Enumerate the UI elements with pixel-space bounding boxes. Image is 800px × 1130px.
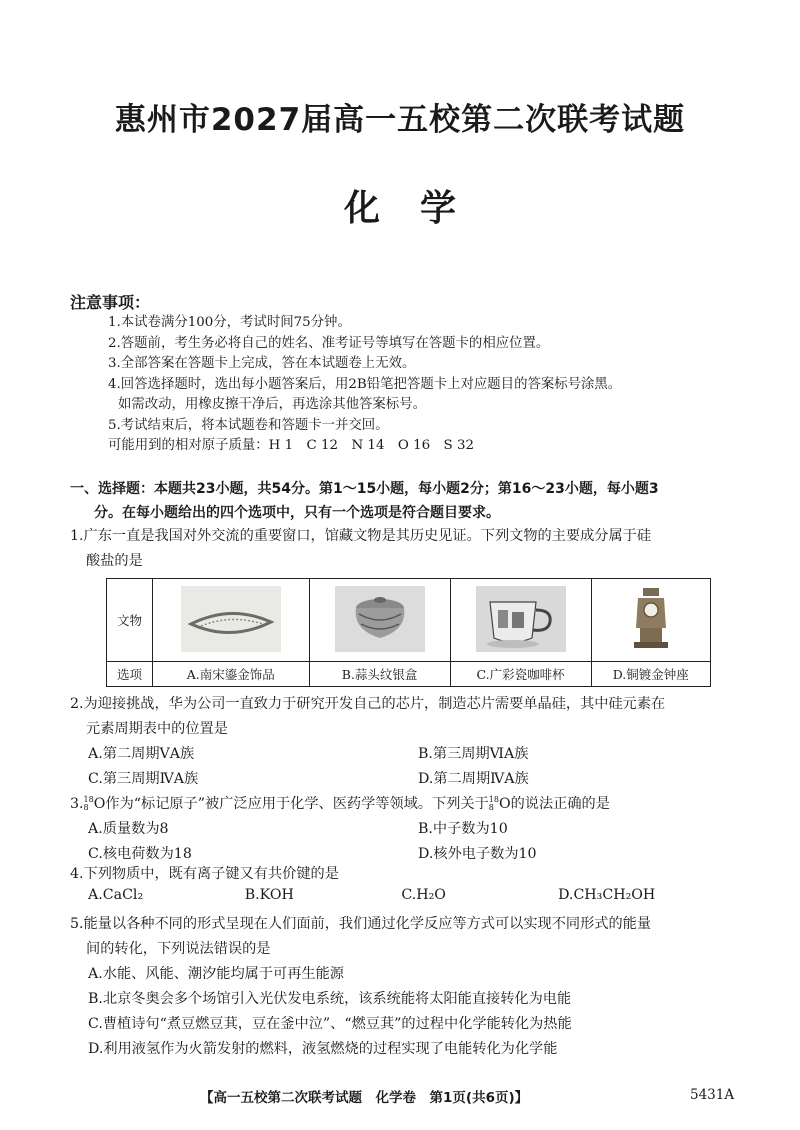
question-text: 作为“标记原子”被广泛应用于化学、医药学等领域。下列关于 xyxy=(105,796,489,812)
option: D.CH₃CH₂OH xyxy=(558,887,656,903)
question-text: 元素周期表中的位置是 xyxy=(86,721,228,737)
atomic-mass-line: 可能用到的相对原子质量：H 1 C 12 N 14 O 16 S 32 xyxy=(108,438,474,453)
relic-image-gilt-clock xyxy=(591,579,710,662)
isotope-symbol: O xyxy=(93,796,106,812)
question-4-options xyxy=(88,887,748,903)
option: C.第三周期ⅣA族 xyxy=(88,771,199,787)
option: D.核外电子数为10 xyxy=(418,846,537,862)
page-footer: 【高一五校第二次联考试题 化学卷 第1页(共6页)】 xyxy=(200,1090,529,1106)
option: C.H₂O xyxy=(401,887,446,903)
subject-title: 化学 xyxy=(343,188,496,229)
option: B.KOH xyxy=(244,887,294,903)
table-header: 选项 xyxy=(107,662,153,687)
question-5-options xyxy=(88,962,748,1062)
question-text: 1.广东一直是我国对外交流的重要窗口，馆藏文物是其历史见证。下列文物的主要成分属于硅 xyxy=(70,528,652,544)
question-2-options xyxy=(88,742,748,792)
section-line: 一、选择题：本题共23小题，共54分。第1～15小题，每小题2分；第16～23小题，每小题3 xyxy=(70,481,659,497)
notice-item: 5.考试结束后，将本试题卷和答题卡一并交回。 xyxy=(108,417,389,433)
notice-list xyxy=(108,313,748,457)
option: B.中子数为10 xyxy=(418,821,508,837)
question-text: 5.能量以各种不同的形式呈现在人们面前，我们通过化学反应等方式可以实现不同形式的能量 xyxy=(70,916,652,932)
question-3-options xyxy=(88,817,748,867)
question-text: 的说法正确的是 xyxy=(510,796,610,812)
question-text: 4.下列物质中，既有离子键又有共价键的是 xyxy=(70,866,339,882)
question-number: 3. xyxy=(70,796,84,812)
question-5 xyxy=(70,912,750,962)
exam-code: 5431A xyxy=(690,1087,735,1103)
option: A.CaCl₂ xyxy=(88,887,144,903)
option-label: C.广彩瓷咖啡杯 xyxy=(450,662,591,687)
isotope-mass-number: 18 xyxy=(83,795,94,804)
question-text: 2.为迎接挑战，华为公司一直致力于研究开发自己的芯片，制造芯片需要单晶硅，其中硅元素在 xyxy=(70,696,666,712)
relics-table xyxy=(106,578,711,687)
notice-item: 3.全部答案在答题卡上完成，答在本试题卷上无效。 xyxy=(108,356,416,371)
question-1 xyxy=(70,524,750,574)
option: C.曹植诗句“煮豆燃豆萁，豆在釜中泣”、“燃豆萁”的过程中化学能转化为热能 xyxy=(88,1016,572,1032)
section-heading xyxy=(70,477,750,525)
question-3 xyxy=(70,792,750,817)
option: C.核电荷数为18 xyxy=(88,846,192,862)
notice-item: 如需改动，用橡皮擦干净后，再选涂其他答案标号。 xyxy=(118,397,426,412)
notice-item: 1.本试卷满分100分，考试时间75分钟。 xyxy=(108,315,351,330)
table-header: 文物 xyxy=(107,579,153,662)
question-4 xyxy=(70,862,750,887)
option: A.水能、风能、潮汐能均属于可再生能源 xyxy=(88,966,344,982)
option: D.第二周期ⅣA族 xyxy=(418,771,529,787)
option: B.北京冬奥会多个场馆引入光伏发电系统，该系统能将太阳能直接转化为电能 xyxy=(88,991,572,1007)
isotope-symbol: O xyxy=(498,796,511,812)
option-label: D.铜镀金钟座 xyxy=(591,662,710,687)
isotope-atomic-number: 8 xyxy=(83,803,89,812)
relic-image-gold-ornament xyxy=(153,579,310,662)
relic-image-silver-box xyxy=(309,579,450,662)
question-text: 间的转化，下列说法错误的是 xyxy=(86,941,271,957)
question-text: 酸盐的是 xyxy=(86,553,143,569)
notice-item: 2.答题前，考生务必将自己的姓名、准考证号等填写在答题卡的相应位置。 xyxy=(108,335,550,351)
isotope-atomic-number: 8 xyxy=(488,803,494,812)
option-label: B.蒜头纹银盒 xyxy=(309,662,450,687)
option: A.第二周期ⅤA族 xyxy=(88,746,195,762)
question-2 xyxy=(70,692,750,742)
option-label: A.南宋鎏金饰品 xyxy=(153,662,310,687)
relic-image-porcelain-cup xyxy=(450,579,591,662)
exam-title: 惠州市2027届高一五校第二次联考试题 xyxy=(114,102,686,138)
option: A.质量数为8 xyxy=(88,821,169,837)
option: D.利用液氢作为火箭发射的燃料，液氢燃烧的过程实现了电能转化为化学能 xyxy=(88,1041,558,1057)
notice-item: 4.回答选择题时，选出每小题答案后，用2B铅笔把答题卡上对应题目的答案标号涂黑。 xyxy=(108,376,622,392)
section-line: 分。在每小题给出的四个选项中，只有一个选项是符合题目要求。 xyxy=(94,505,500,521)
notice-heading: 注意事项： xyxy=(70,293,151,312)
isotope-mass-number: 18 xyxy=(488,795,499,804)
option: B.第三周期ⅥA族 xyxy=(418,746,529,762)
